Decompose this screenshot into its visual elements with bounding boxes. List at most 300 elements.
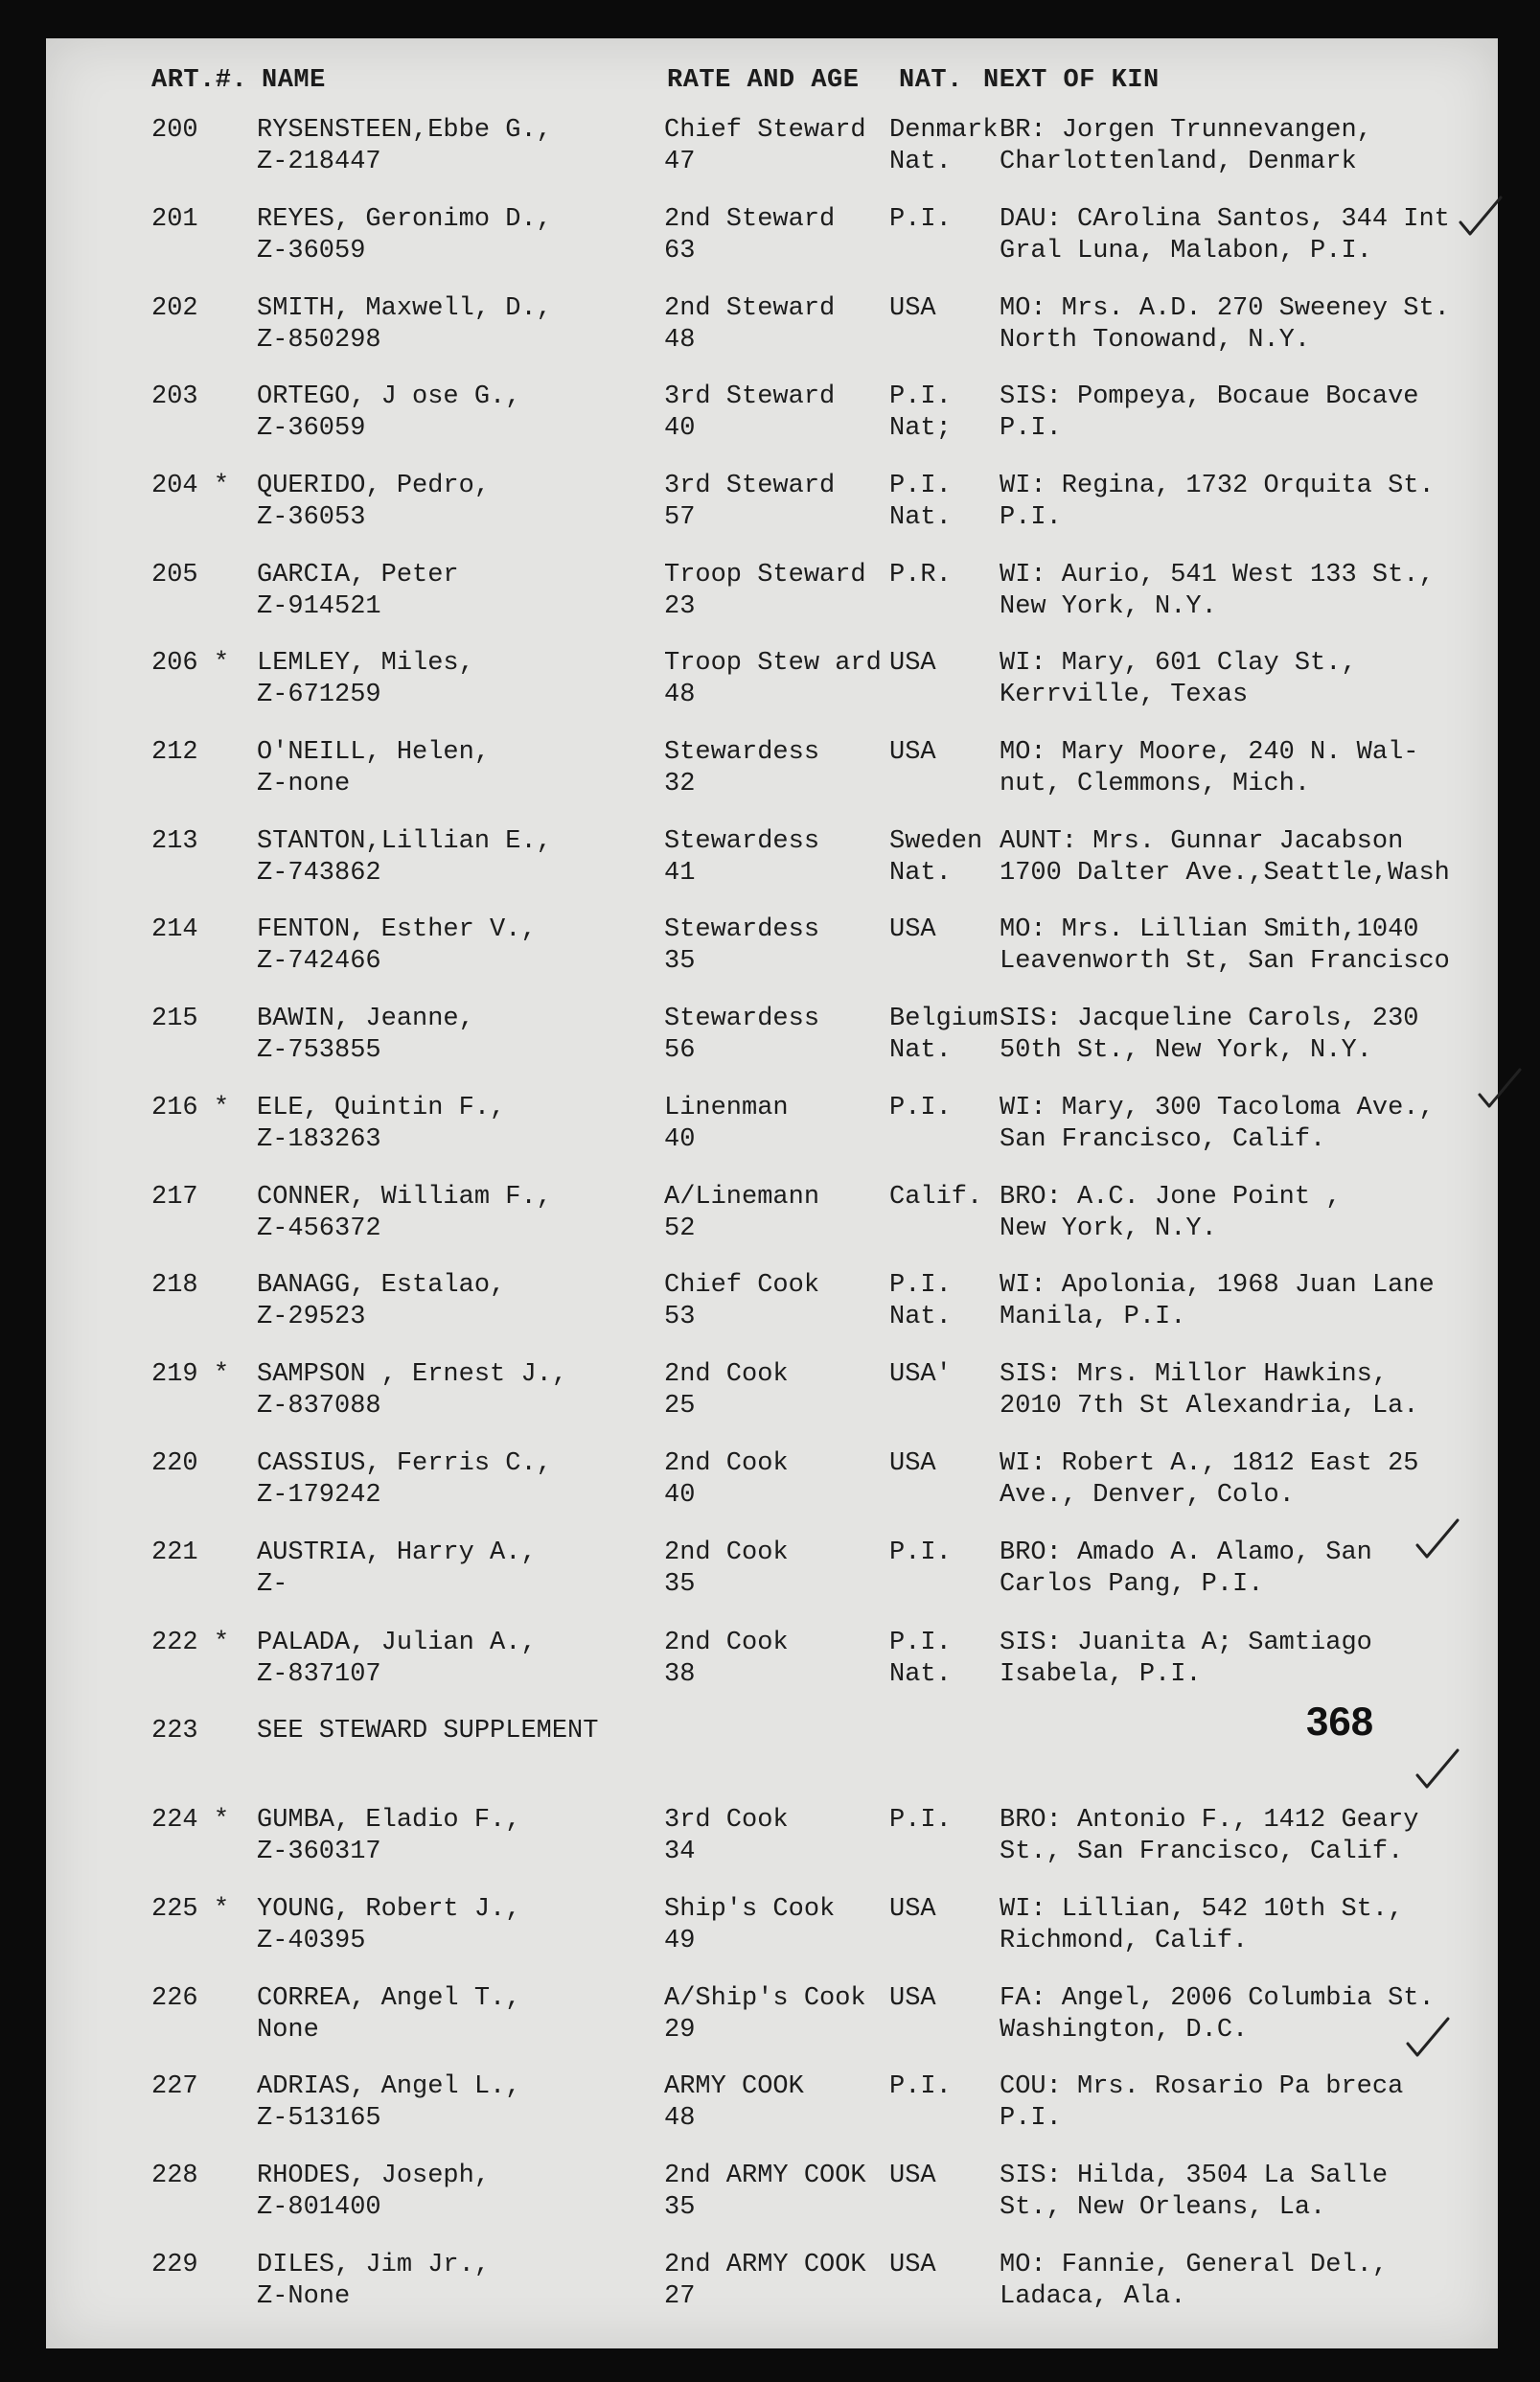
art-number-value: 212 bbox=[151, 738, 198, 767]
crew-age: 63 bbox=[664, 237, 696, 266]
crew-nationality: USA bbox=[889, 2251, 936, 2279]
kin-line-1: SIS: Jacqueline Carols, 230 bbox=[1000, 1005, 1419, 1033]
art-number-value: 213 bbox=[151, 827, 198, 856]
crew-rate: 2nd Cook bbox=[664, 1538, 789, 1567]
art-number bbox=[151, 560, 198, 591]
kin-line-2: Richmond, Calif. bbox=[1000, 1927, 1249, 1955]
crew-name: STANTON,Lillian E., bbox=[257, 827, 552, 856]
name-cell bbox=[257, 737, 490, 800]
kin-line-1: WI: Regina, 1732 Orquita St. bbox=[1000, 472, 1435, 500]
crew-nationality: P.I. bbox=[889, 2072, 952, 2101]
crew-age: 34 bbox=[664, 1838, 696, 1866]
column-header-row bbox=[46, 65, 1498, 104]
next-of-kin-cell bbox=[1000, 1628, 1372, 1691]
crew-rate: Stewardess bbox=[664, 827, 820, 856]
crew-nationality: USA bbox=[889, 1895, 936, 1924]
next-of-kin-cell bbox=[1000, 1004, 1418, 1067]
kin-line-1: MO: Mrs. Lillian Smith,1040 bbox=[1000, 915, 1419, 944]
table-row bbox=[46, 1093, 1498, 1160]
table-row bbox=[46, 1270, 1498, 1337]
crew-name: ELE, Quintin F., bbox=[257, 1094, 506, 1122]
checkmark-icon bbox=[1402, 2013, 1452, 2063]
nationality-cell bbox=[889, 471, 952, 534]
kin-line-2: Charlottenland, Denmark bbox=[1000, 148, 1357, 176]
crew-age: 40 bbox=[664, 1125, 696, 1154]
kin-line-1: WI: Mary, 601 Clay St., bbox=[1000, 649, 1357, 678]
name-cell bbox=[257, 1805, 520, 1868]
crew-rate: 2nd ARMY COOK bbox=[664, 2251, 866, 2279]
nationality-cell bbox=[889, 382, 952, 445]
crew-id: Z-40395 bbox=[257, 1927, 366, 1955]
art-number bbox=[151, 382, 198, 413]
name-cell bbox=[257, 1359, 567, 1422]
crew-nationality: Belgium bbox=[889, 1005, 999, 1033]
next-of-kin-cell bbox=[1000, 1894, 1403, 1957]
kin-line-2: Manila, P.I. bbox=[1000, 1303, 1186, 1331]
kin-line-1: MO: Mrs. A.D. 270 Sweeney St. bbox=[1000, 294, 1450, 323]
kin-line-1: AUNT: Mrs. Gunnar Jacabson bbox=[1000, 827, 1404, 856]
kin-line-1: BRO: A.C. Jone Point , bbox=[1000, 1183, 1342, 1212]
kin-line-1: WI: Apolonia, 1968 Juan Lane bbox=[1000, 1271, 1435, 1300]
crew-id: Z-914521 bbox=[257, 592, 381, 621]
crew-naturalized: Nat. bbox=[889, 148, 952, 176]
art-number-value: 215 bbox=[151, 1005, 198, 1033]
next-of-kin-cell bbox=[1000, 1448, 1418, 1512]
name-cell bbox=[257, 2250, 490, 2313]
rate-cell bbox=[664, 1093, 789, 1156]
checkmark-icon bbox=[1474, 1064, 1524, 1114]
name-cell bbox=[257, 1538, 537, 1601]
crew-age: 53 bbox=[664, 1303, 696, 1331]
kin-line-1: MO: Mary Moore, 240 N. Wal- bbox=[1000, 738, 1419, 767]
crew-id: Z-837107 bbox=[257, 1660, 381, 1689]
header-rate-age: RATE AND AGE bbox=[667, 66, 860, 95]
name-cell bbox=[257, 471, 490, 534]
star-mark: * bbox=[213, 1629, 230, 1657]
rate-cell bbox=[664, 1983, 866, 2047]
crew-id: Z-218447 bbox=[257, 148, 381, 176]
crew-id: None bbox=[257, 2016, 319, 2045]
name-cell bbox=[257, 1270, 505, 1333]
table-row bbox=[46, 471, 1498, 538]
art-number bbox=[151, 1182, 198, 1214]
crew-rate: A/Ship's Cook bbox=[664, 1984, 866, 2013]
crew-age: 35 bbox=[664, 1570, 696, 1599]
crew-naturalized: Nat. bbox=[889, 1303, 952, 1331]
table-row bbox=[46, 1538, 1498, 1605]
nationality-cell bbox=[889, 1359, 952, 1391]
rate-cell bbox=[664, 1359, 789, 1422]
nationality-cell bbox=[889, 1004, 998, 1067]
art-number-value: 227 bbox=[151, 2072, 198, 2101]
kin-line-2: 2010 7th St Alexandria, La. bbox=[1000, 1392, 1419, 1421]
crew-rate: Stewardess bbox=[664, 915, 820, 944]
rate-cell bbox=[664, 1448, 789, 1512]
crew-nationality: P.I. bbox=[889, 472, 952, 500]
header-next-of-kin: NEXT OF KIN bbox=[983, 66, 1160, 95]
art-number-value: 221 bbox=[151, 1538, 198, 1567]
table-row bbox=[46, 204, 1498, 271]
crew-name: GARCIA, Peter bbox=[257, 561, 459, 590]
kin-line-1: FA: Angel, 2006 Columbia St. bbox=[1000, 1984, 1435, 2013]
art-number bbox=[151, 648, 229, 680]
rate-cell bbox=[664, 914, 819, 978]
name-cell bbox=[257, 2071, 520, 2135]
rate-cell bbox=[664, 2250, 866, 2313]
crew-id: Z-456372 bbox=[257, 1214, 381, 1243]
kin-line-1: MO: Fannie, General Del., bbox=[1000, 2251, 1389, 2279]
crew-rate: Chief Steward bbox=[664, 116, 866, 145]
nationality-cell bbox=[889, 1270, 952, 1333]
crew-id: Z-36059 bbox=[257, 237, 366, 266]
kin-line-2: P.I. bbox=[1000, 503, 1062, 532]
next-of-kin-cell bbox=[1000, 115, 1372, 178]
crew-id: Z-743862 bbox=[257, 859, 381, 888]
crew-nationality: P.I. bbox=[889, 1094, 952, 1122]
kin-line-1: WI: Mary, 300 Tacoloma Ave., bbox=[1000, 1094, 1435, 1122]
next-of-kin-cell bbox=[1000, 648, 1357, 711]
crew-nationality: USA bbox=[889, 294, 936, 323]
art-number-value: 219 bbox=[151, 1360, 198, 1389]
next-of-kin-cell bbox=[1000, 1182, 1341, 1245]
next-of-kin-cell bbox=[1000, 914, 1450, 978]
crew-id: Z-513165 bbox=[257, 2104, 381, 2133]
crew-age: 48 bbox=[664, 326, 696, 355]
crew-nationality: P.R. bbox=[889, 561, 952, 590]
kin-line-2: P.I. bbox=[1000, 2104, 1062, 2133]
star-mark: * bbox=[213, 472, 230, 500]
crew-rate: A/Linemann bbox=[664, 1183, 820, 1212]
star-mark: * bbox=[213, 1806, 230, 1835]
next-of-kin-cell bbox=[1000, 471, 1435, 534]
crew-age: 38 bbox=[664, 1660, 696, 1689]
nationality-cell bbox=[889, 1448, 936, 1480]
crew-id: Z-850298 bbox=[257, 326, 381, 355]
rate-cell bbox=[664, 115, 866, 178]
nationality-cell bbox=[889, 1805, 952, 1837]
art-number-value: 202 bbox=[151, 294, 198, 323]
crew-nationality: USA bbox=[889, 738, 936, 767]
kin-line-2: New York, N.Y. bbox=[1000, 1214, 1217, 1243]
kin-line-1: WI: Lillian, 542 10th St., bbox=[1000, 1895, 1404, 1924]
crew-id: Z-36059 bbox=[257, 414, 366, 443]
crew-age: 52 bbox=[664, 1214, 696, 1243]
art-number bbox=[151, 293, 198, 325]
art-number bbox=[151, 826, 198, 858]
crew-rate: 2nd Cook bbox=[664, 1449, 789, 1478]
art-number-value: 226 bbox=[151, 1984, 198, 2013]
name-cell bbox=[257, 1983, 520, 2047]
name-cell bbox=[257, 382, 520, 445]
kin-line-2: Gral Luna, Malabon, P.I. bbox=[1000, 237, 1372, 266]
crew-age: 41 bbox=[664, 859, 696, 888]
table-row bbox=[46, 1448, 1498, 1515]
art-number-value: 205 bbox=[151, 561, 198, 590]
star-mark: * bbox=[213, 1895, 230, 1924]
crew-id: Z-671259 bbox=[257, 681, 381, 709]
name-cell bbox=[257, 2161, 490, 2224]
crew-name: BAWIN, Jeanne, bbox=[257, 1005, 474, 1033]
next-of-kin-cell bbox=[1000, 1538, 1372, 1601]
crew-name: FENTON, Esther V., bbox=[257, 915, 537, 944]
rate-cell bbox=[664, 2161, 866, 2224]
nationality-cell bbox=[889, 560, 952, 591]
crew-id: Z-None bbox=[257, 2282, 351, 2311]
table-row bbox=[46, 1182, 1498, 1249]
rate-cell bbox=[664, 560, 866, 623]
header-name: NAME bbox=[262, 66, 326, 95]
art-number-value: 201 bbox=[151, 205, 198, 234]
checkmark-icon bbox=[1412, 1515, 1461, 1564]
art-number bbox=[151, 2071, 198, 2103]
crew-nationality: Calif. bbox=[889, 1183, 983, 1212]
next-of-kin-cell bbox=[1000, 1805, 1418, 1868]
next-of-kin-cell bbox=[1000, 1359, 1418, 1422]
table-row bbox=[46, 1628, 1498, 1695]
crew-id: Z-183263 bbox=[257, 1125, 381, 1154]
crew-name: LEMLEY, Miles, bbox=[257, 649, 474, 678]
art-number bbox=[151, 2161, 198, 2192]
rate-cell bbox=[664, 2071, 804, 2135]
art-number bbox=[151, 471, 229, 502]
kin-line-2: San Francisco, Calif. bbox=[1000, 1125, 1326, 1154]
art-number-value: 224 bbox=[151, 1806, 198, 1835]
crew-rate: 3rd Cook bbox=[664, 1806, 789, 1835]
next-of-kin-cell bbox=[1000, 2161, 1388, 2224]
crew-age: 56 bbox=[664, 1036, 696, 1065]
crew-name: QUERIDO, Pedro, bbox=[257, 472, 491, 500]
nationality-cell bbox=[889, 1628, 952, 1691]
kin-line-1: BRO: Amado A. Alamo, San bbox=[1000, 1538, 1372, 1567]
crew-rate: 2nd ARMY COOK bbox=[664, 2162, 866, 2190]
next-of-kin-cell bbox=[1000, 2071, 1403, 2135]
crew-age: 32 bbox=[664, 770, 696, 798]
nationality-cell bbox=[889, 1983, 936, 2015]
art-number bbox=[151, 1983, 198, 2015]
art-number-value: 220 bbox=[151, 1449, 198, 1478]
table-row bbox=[46, 1004, 1498, 1071]
crew-age: 23 bbox=[664, 592, 696, 621]
table-row bbox=[46, 560, 1498, 627]
next-of-kin-cell bbox=[1000, 204, 1450, 267]
crew-age: 47 bbox=[664, 148, 696, 176]
crew-id: Z-801400 bbox=[257, 2193, 381, 2222]
next-of-kin-cell bbox=[1000, 560, 1435, 623]
rate-cell bbox=[664, 1628, 789, 1691]
crew-age: 25 bbox=[664, 1392, 696, 1421]
crew-name: SAMPSON , Ernest J., bbox=[257, 1360, 568, 1389]
name-cell bbox=[257, 1093, 505, 1156]
nationality-cell bbox=[889, 115, 998, 178]
crew-naturalized: Nat. bbox=[889, 859, 952, 888]
art-number bbox=[151, 204, 198, 236]
kin-line-2: St., New Orleans, La. bbox=[1000, 2193, 1326, 2222]
kin-line-2: 1700 Dalter Ave.,Seattle,Wash bbox=[1000, 859, 1450, 888]
crew-naturalized: Nat; bbox=[889, 414, 952, 443]
art-number-value: 229 bbox=[151, 2251, 198, 2279]
nationality-cell bbox=[889, 1538, 952, 1569]
crew-rate: Stewardess bbox=[664, 1005, 820, 1033]
art-number bbox=[151, 1270, 198, 1302]
table-row bbox=[46, 382, 1498, 449]
table-row bbox=[46, 293, 1498, 360]
crew-id: Z-742466 bbox=[257, 947, 381, 976]
crew-age: 27 bbox=[664, 2282, 696, 2311]
crew-age: 40 bbox=[664, 414, 696, 443]
table-row bbox=[46, 737, 1498, 804]
rate-cell bbox=[664, 1270, 819, 1333]
crew-rate: 2nd Steward bbox=[664, 294, 836, 323]
crew-name: CONNER, William F., bbox=[257, 1183, 552, 1212]
rate-cell bbox=[664, 1805, 789, 1868]
crew-age: 29 bbox=[664, 2016, 696, 2045]
crew-name: SMITH, Maxwell, D., bbox=[257, 294, 552, 323]
crew-rate: Chief Cook bbox=[664, 1271, 820, 1300]
next-of-kin-cell bbox=[1000, 1270, 1435, 1333]
table-row bbox=[46, 115, 1498, 182]
next-of-kin-cell bbox=[1000, 2250, 1388, 2313]
crew-rate: 2nd Cook bbox=[664, 1360, 789, 1389]
kin-line-2: Leavenworth St, San Francisco bbox=[1000, 947, 1450, 976]
name-cell bbox=[257, 1894, 520, 1957]
art-number-value: 225 bbox=[151, 1895, 198, 1924]
kin-line-1: BR: Jorgen Trunnevangen, bbox=[1000, 116, 1372, 145]
kin-line-2: Ladaca, Ala. bbox=[1000, 2282, 1186, 2311]
art-number bbox=[151, 914, 198, 946]
art-number bbox=[151, 115, 198, 147]
art-number-value: 206 bbox=[151, 649, 198, 678]
crew-id: Z-29523 bbox=[257, 1303, 366, 1331]
art-number-value: 214 bbox=[151, 915, 198, 944]
rate-cell bbox=[664, 1182, 819, 1245]
crew-name: GUMBA, Eladio F., bbox=[257, 1806, 521, 1835]
table-row bbox=[46, 1894, 1498, 1961]
document-page bbox=[46, 38, 1498, 2348]
nationality-cell bbox=[889, 648, 936, 680]
nationality-cell bbox=[889, 1093, 952, 1124]
nationality-cell bbox=[889, 2250, 936, 2281]
kin-line-2: New York, N.Y. bbox=[1000, 592, 1217, 621]
crew-rate: ARMY COOK bbox=[664, 2072, 804, 2101]
kin-line-2: P.I. bbox=[1000, 414, 1062, 443]
name-cell bbox=[257, 293, 552, 357]
crew-id: Z- bbox=[257, 1570, 288, 1599]
art-number bbox=[151, 1448, 198, 1480]
kin-line-1: DAU: CArolina Santos, 344 Int bbox=[1000, 205, 1450, 234]
kin-line-2: Isabela, P.I. bbox=[1000, 1660, 1202, 1689]
page-number: 368 bbox=[1306, 1699, 1374, 1744]
crew-nationality: USA bbox=[889, 1449, 936, 1478]
crew-id: Z-837088 bbox=[257, 1392, 381, 1421]
art-number-value: 216 bbox=[151, 1094, 198, 1122]
crew-rate: Stewardess bbox=[664, 738, 820, 767]
rate-cell bbox=[664, 293, 835, 357]
art-number bbox=[151, 1359, 229, 1391]
supplement-text: SEE STEWARD SUPPLEMENT bbox=[257, 1717, 599, 1746]
art-number-value: 204 bbox=[151, 472, 198, 500]
nationality-cell bbox=[889, 1182, 982, 1214]
crew-nationality: P.I. bbox=[889, 382, 952, 411]
art-number bbox=[151, 737, 198, 769]
kin-line-1: WI: Robert A., 1812 East 25 bbox=[1000, 1449, 1419, 1478]
table-row bbox=[46, 2250, 1498, 2317]
name-cell bbox=[257, 1182, 552, 1245]
supplement-art-number: 223 bbox=[151, 1717, 198, 1746]
crew-age: 40 bbox=[664, 1481, 696, 1510]
crew-name: REYES, Geronimo D., bbox=[257, 205, 552, 234]
crew-nationality: USA bbox=[889, 2162, 936, 2190]
name-cell bbox=[257, 648, 474, 711]
crew-id: Z-36053 bbox=[257, 503, 366, 532]
table-row bbox=[46, 2161, 1498, 2228]
checkmark-icon bbox=[1412, 1745, 1461, 1794]
crew-name: RHODES, Joseph, bbox=[257, 2162, 491, 2190]
table-row bbox=[46, 1805, 1498, 1872]
table-row bbox=[46, 2071, 1498, 2139]
crew-naturalized: Nat. bbox=[889, 1036, 952, 1065]
next-of-kin-cell bbox=[1000, 826, 1450, 890]
crew-nationality: USA bbox=[889, 649, 936, 678]
next-of-kin-cell bbox=[1000, 382, 1418, 445]
crew-name: DILES, Jim Jr., bbox=[257, 2251, 491, 2279]
header-art-number: ART.#. bbox=[151, 66, 248, 95]
crew-rate: 2nd Steward bbox=[664, 205, 836, 234]
kin-line-1: BRO: Antonio F., 1412 Geary bbox=[1000, 1806, 1419, 1835]
crew-name: AUSTRIA, Harry A., bbox=[257, 1538, 537, 1567]
name-cell bbox=[257, 204, 552, 267]
art-number bbox=[151, 1004, 198, 1035]
kin-line-1: SIS: Hilda, 3504 La Salle bbox=[1000, 2162, 1389, 2190]
crew-age: 57 bbox=[664, 503, 696, 532]
kin-line-2: Carlos Pang, P.I. bbox=[1000, 1570, 1264, 1599]
crew-id: Z-360317 bbox=[257, 1838, 381, 1866]
crew-name: PALADA, Julian A., bbox=[257, 1629, 537, 1657]
crew-rate: 3rd Steward bbox=[664, 382, 836, 411]
kin-line-1: SIS: Juanita A; Samtiago bbox=[1000, 1629, 1372, 1657]
art-number bbox=[151, 1805, 229, 1837]
art-number-value: 228 bbox=[151, 2162, 198, 2190]
rate-cell bbox=[664, 471, 835, 534]
next-of-kin-cell bbox=[1000, 1093, 1435, 1156]
rate-cell bbox=[664, 737, 819, 800]
crew-name: ADRIAS, Angel L., bbox=[257, 2072, 521, 2101]
crew-age: 49 bbox=[664, 1927, 696, 1955]
crew-rate: 3rd Steward bbox=[664, 472, 836, 500]
table-row bbox=[46, 1983, 1498, 2050]
art-number-value: 200 bbox=[151, 116, 198, 145]
table-row bbox=[46, 826, 1498, 893]
kin-line-1: WI: Aurio, 541 West 133 St., bbox=[1000, 561, 1435, 590]
crew-id: Z-179242 bbox=[257, 1481, 381, 1510]
kin-line-2: Ave., Denver, Colo. bbox=[1000, 1481, 1295, 1510]
crew-rate: Linenman bbox=[664, 1094, 789, 1122]
crew-name: ORTEGO, J ose G., bbox=[257, 382, 521, 411]
table-row bbox=[46, 914, 1498, 982]
art-number bbox=[151, 1538, 198, 1569]
name-cell bbox=[257, 914, 537, 978]
table-row bbox=[46, 648, 1498, 715]
crew-id: Z-none bbox=[257, 770, 351, 798]
nationality-cell bbox=[889, 2161, 936, 2192]
crew-name: RYSENSTEEN,Ebbe G., bbox=[257, 116, 552, 145]
name-cell bbox=[257, 1004, 474, 1067]
kin-line-1: SIS: Mrs. Millor Hawkins, bbox=[1000, 1360, 1389, 1389]
art-number bbox=[151, 2250, 198, 2281]
kin-line-1: SIS: Pompeya, Bocaue Bocave bbox=[1000, 382, 1419, 411]
crew-nationality: USA bbox=[889, 1984, 936, 2013]
kin-line-2: nut, Clemmons, Mich. bbox=[1000, 770, 1311, 798]
header-nationality: NAT. bbox=[899, 66, 963, 95]
